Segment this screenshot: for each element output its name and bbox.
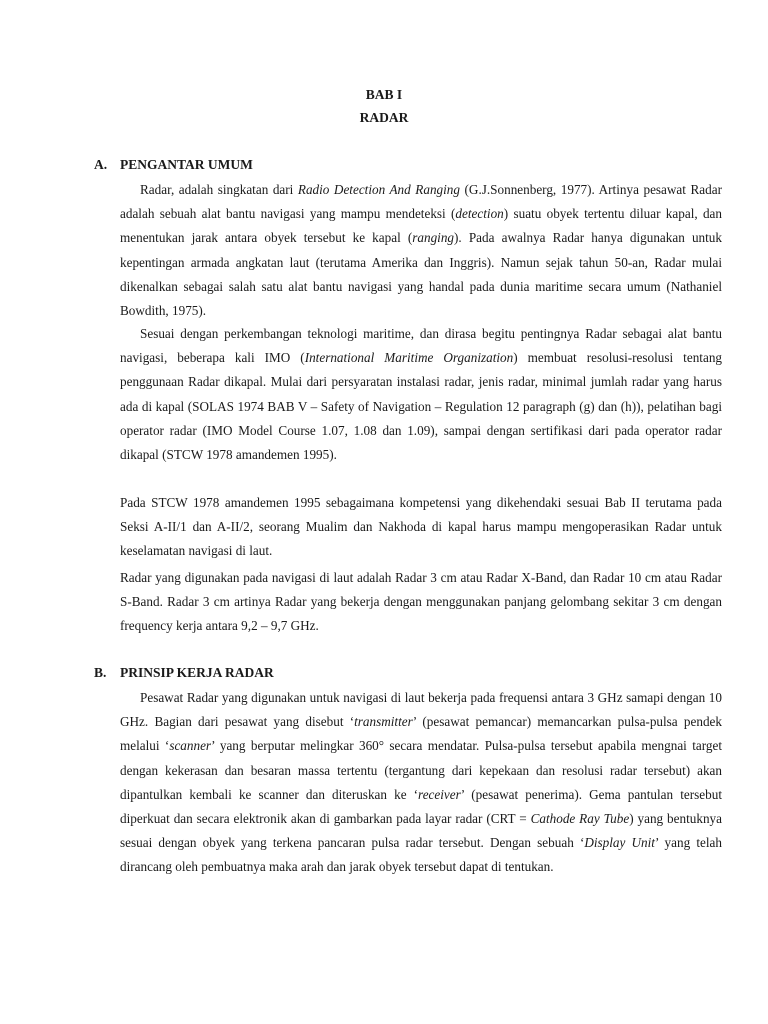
section-a-paragraph-4: Radar yang digunakan pada navigasi di laut adalah Radar 3 cm atau Radar X-Band, dan Radar 10 cm atau Radar S-Band. Radar 3 cm artinya Radar yang bekerja dengan menggunakan panjang gelombang sekitar 3 cm dengan frequency kerja antara 9,2 – 9,7 GHz. [120,570,722,634]
text-run: ). Pada awalnya Radar hanya digunakan untuk kepentingan armada angkatan laut (terutama Amerika dan Inggris). Namun sejak tahun 50-an, Radar mulai dikenalkan sebagai salah satu alat bantu navigasi yang handal pada dunia maritime secara umum (Nathaniel Bowdith, 1975). [120,230,722,319]
text-run: ) yang bentuknya sesuai dengan obyek yang terkena pancaran pulsa radar tersebut. Dengan sebuah ‘ [120,811,722,851]
section-b-paragraph-1 [120,686,722,880]
text-run: ) membuat resolusi-resolusi tentang penggunaan Radar dikapal. Mulai dari persyaratan instalasi radar, jenis radar, minimal jumlah radar yang harus ada di kapal (SOLAS 1974 BAB V – Safety of Navigation – Regulation 12 paragraph (g) dan (h)), pelatihan bagi operator radar (IMO Model Course 1.07, 1.08 dan 1.09), sampai dengan sertifikasi dari pada operator radar dikapal (STCW 1978 amandemen 1995). [120,350,723,463]
text-run: ’ (pesawat penerima). Gema pantulan tersebut diperkuat dan secara elektronik akan di gambarkan pada layar radar (CRT = [120,786,722,827]
section-a-paragraph-1 [120,178,722,323]
text-run: ’ yang telah dirancang oleh pembuatnya maka arah dan jarak obyek tersebut dapat di tentukan. [120,835,722,875]
italic-term: scanner [169,738,212,754]
section-b-title: PRINSIP KERJA RADAR [120,665,274,680]
section-a-paragraph-3: Pada STCW 1978 amandemen 1995 sebagaimana kompetensi yang dikehendaki sesuai Bab II terutama pada Seksi A-II/1 dan A-II/2, seorang Mualim dan Nakhoda di kapal harus mampu mengoperasikan Radar untuk keselamatan navigasi di laut. [120,495,722,559]
chapter-title: RADAR [359,110,409,125]
text-run: Pesawat Radar yang digunakan untuk navigasi di laut bekerja pada frequensi antara 3 GHz samapi dengan 10 GHz. Bagian dari pesawat yang disebut ‘ [120,690,722,730]
italic-term: Radio Detection And Ranging [297,182,460,197]
italic-term: receiver [418,786,461,802]
section-a-title: PENGANTAR UMUM [120,157,253,172]
text-run: ’ (pesawat pemancar) memancarkan pulsa-pulsa pendek melalui ‘ [120,714,722,754]
italic-term: Display Unit [584,835,655,851]
italic-term: ranging [412,230,455,246]
section-a-paragraph-2 [120,322,722,467]
section-b-heading [94,665,274,681]
text-run: (G.J.Sonnenberg, 1977). Artinya pesawat Radar adalah sebuah alat bantu navigasi yang mampu mendeteksi ( [120,182,722,222]
chapter-number: BAB I [365,87,403,102]
italic-term: transmitter [354,714,413,730]
text-run: Sesuai dengan perkembangan teknologi maritime, dan dirasa begitu pentingnya Radar sebagai alat bantu navigasi, beberapa kali IMO ( [120,326,722,366]
italic-term: Cathode Ray Tube [530,811,630,827]
section-a-heading [94,157,253,173]
text-run: ’ yang berputar melingkar 360° secara mendatar. Pulsa-pulsa tersebut apabila mengnai target dengan kekerasan dan besaran massa tertentu (tergantung dari kepekaan dan resolusi radar tersebut) akan dipantulkan kembali ke scanner dan diteruskan ke ‘ [120,738,722,802]
italic-term: detection [455,206,504,222]
text-run: ) suatu obyek tertentu diluar kapal, dan menentukan jarak antara obyek tersebut ke kapal ( [120,206,723,246]
text-run: Radar, adalah singkatan dari [140,182,298,197]
section-a-letter: A. [94,157,108,172]
section-b-letter: B. [94,665,107,680]
italic-term: International Maritime Organization [304,350,514,366]
